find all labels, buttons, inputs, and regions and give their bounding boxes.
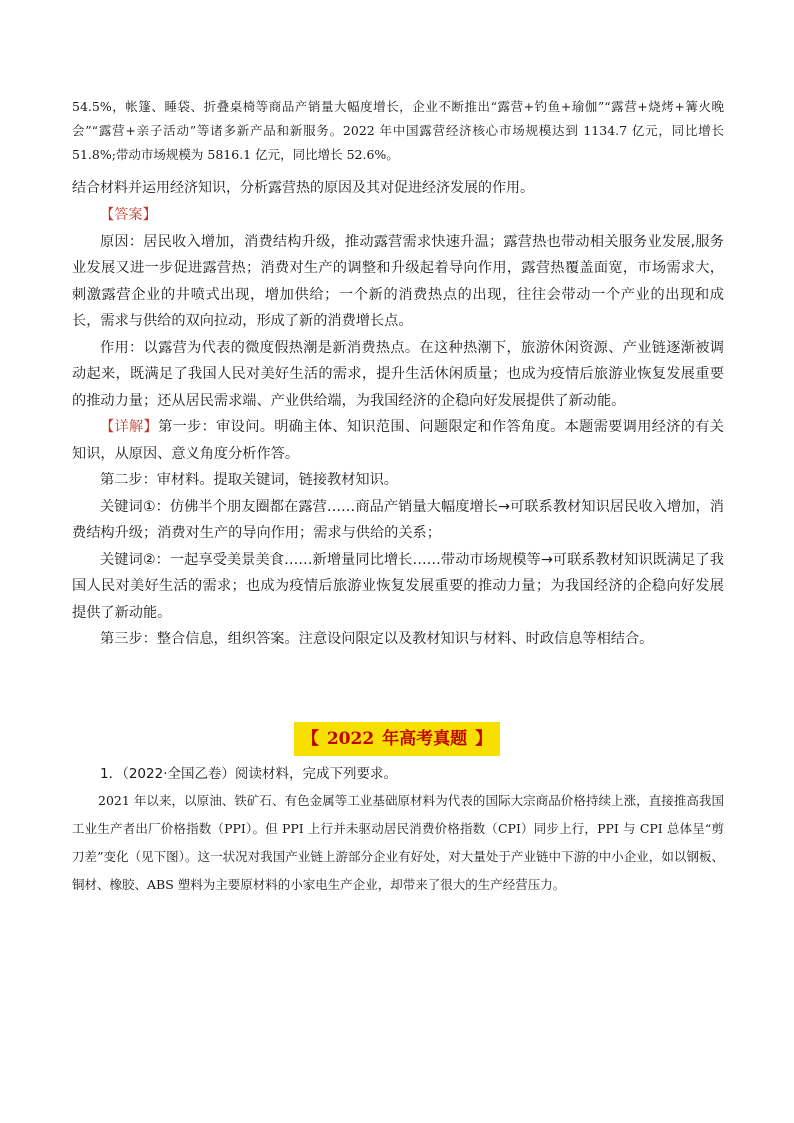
section-banner xyxy=(0,722,794,756)
detail-step3: 第三步：整合信息，组织答案。注意设问限定以及教材知识与材料、时政信息等相结合。 xyxy=(100,631,654,647)
answer-section xyxy=(72,202,724,653)
answer-effect: 作用：以露营为代表的微度假热潮是新消费热点。在这种热潮下，旅游休闲资源、产业链逐渐被调动起来，既满足了我国人民对美好生活的需求，提升生活休闲质量；也成为疫情后旅游业恢复发展重要的推动力量；还从居民需求端、产业供给端，为我国经济的企稳向好发展提供了新动能。 xyxy=(72,339,724,409)
material-passage xyxy=(72,95,724,167)
detail-tag: 【详解】 xyxy=(100,419,159,435)
answer-tag: 【答案】 xyxy=(100,207,157,223)
question-1-label: 1．（2022·全国乙卷）阅读材料，完成下列要求。 xyxy=(100,766,397,782)
banner-title: 年高考真题 xyxy=(378,724,471,754)
detail-keyword-1: 关键词①：仿佛半个朋友圈都在露营……商品产销量大幅度增长→可联系教材知识居民收入增加，消费结构升级；消费对生产的导向作用；需求与供给的关系； xyxy=(72,498,724,541)
question-1-material xyxy=(72,787,724,899)
question-1-material-text: 2021 年以来，以原油、铁矿石、有色金属等工业基础原材料为代表的国际大宗商品价格持续上涨，直接推高我国工业生产者出厂价格指数（PPI）。但 PPI 上行并未驱动居民消费价格指数（CPI）同步上行，PPI 与 CPI 总体呈“剪刀差”变化（见下图）。这一状况对我国产业链上游部分企业有好处，对大量处于产业链中下游的中小企业，如以钢板、铜材、橡胶、ABS 塑料为主要原材料的小家电生产企业，却带来了很大的生产经营压力。 xyxy=(72,793,724,892)
answer-reason: 原因：居民收入增加，消费结构升级，推动露营需求快速升温；露营热也带动相关服务业发展,服务业发展又进一步促进露营热；消费对生产的调整和升级起着导向作用，露营热覆盖面宽，市场需求大，刺激露营企业的井喷式出现，增加供给；一个新的消费热点的出现，往往会带动一个产业的出现和成长，需求与供给的双向拉动，形成了新的消费增长点。 xyxy=(72,233,724,329)
question-prompt: 结合材料并运用经济知识，分析露营热的原因及其对促进经济发展的作用。 xyxy=(72,180,534,196)
banner-year: 2022 xyxy=(323,724,378,754)
detail-keyword-2: 关键词②：一起享受美景美食……新增量同比增长……带动市场规模等→可联系教材知识既满足了我国人民对美好生活的需求；也成为疫情后旅游业恢复发展重要的推动力量；为我国经济的企稳向好发展提供了新动能。 xyxy=(72,551,724,621)
detail-step2: 第二步：审材料。提取关键词，链接教材知识。 xyxy=(100,472,398,488)
banner-close-bracket: 】 xyxy=(471,724,496,754)
banner-label xyxy=(294,722,500,756)
banner-open-bracket: 【 xyxy=(298,724,323,754)
detail-step1: 第一步：审设问。明确主体、知识范围、问题限定和作答角度。本题需要调用经济的有关知识，从原因、意义角度分析作答。 xyxy=(72,419,724,462)
material-text: 54.5%，帐篷、睡袋、折叠桌椅等商品产销量大幅度增长，企业不断推出“露营+钓鱼+瑜伽”“露营+烧烤+篝火晚会”“露营+亲子活动”等诸多新产品和新服务。2022 年中国露营经济核心市场规模达到 1134.7 亿元，同比增长 51.8%;带动市场规模为 5816.1 亿元，同比增长 52.6%。 xyxy=(72,99,724,162)
